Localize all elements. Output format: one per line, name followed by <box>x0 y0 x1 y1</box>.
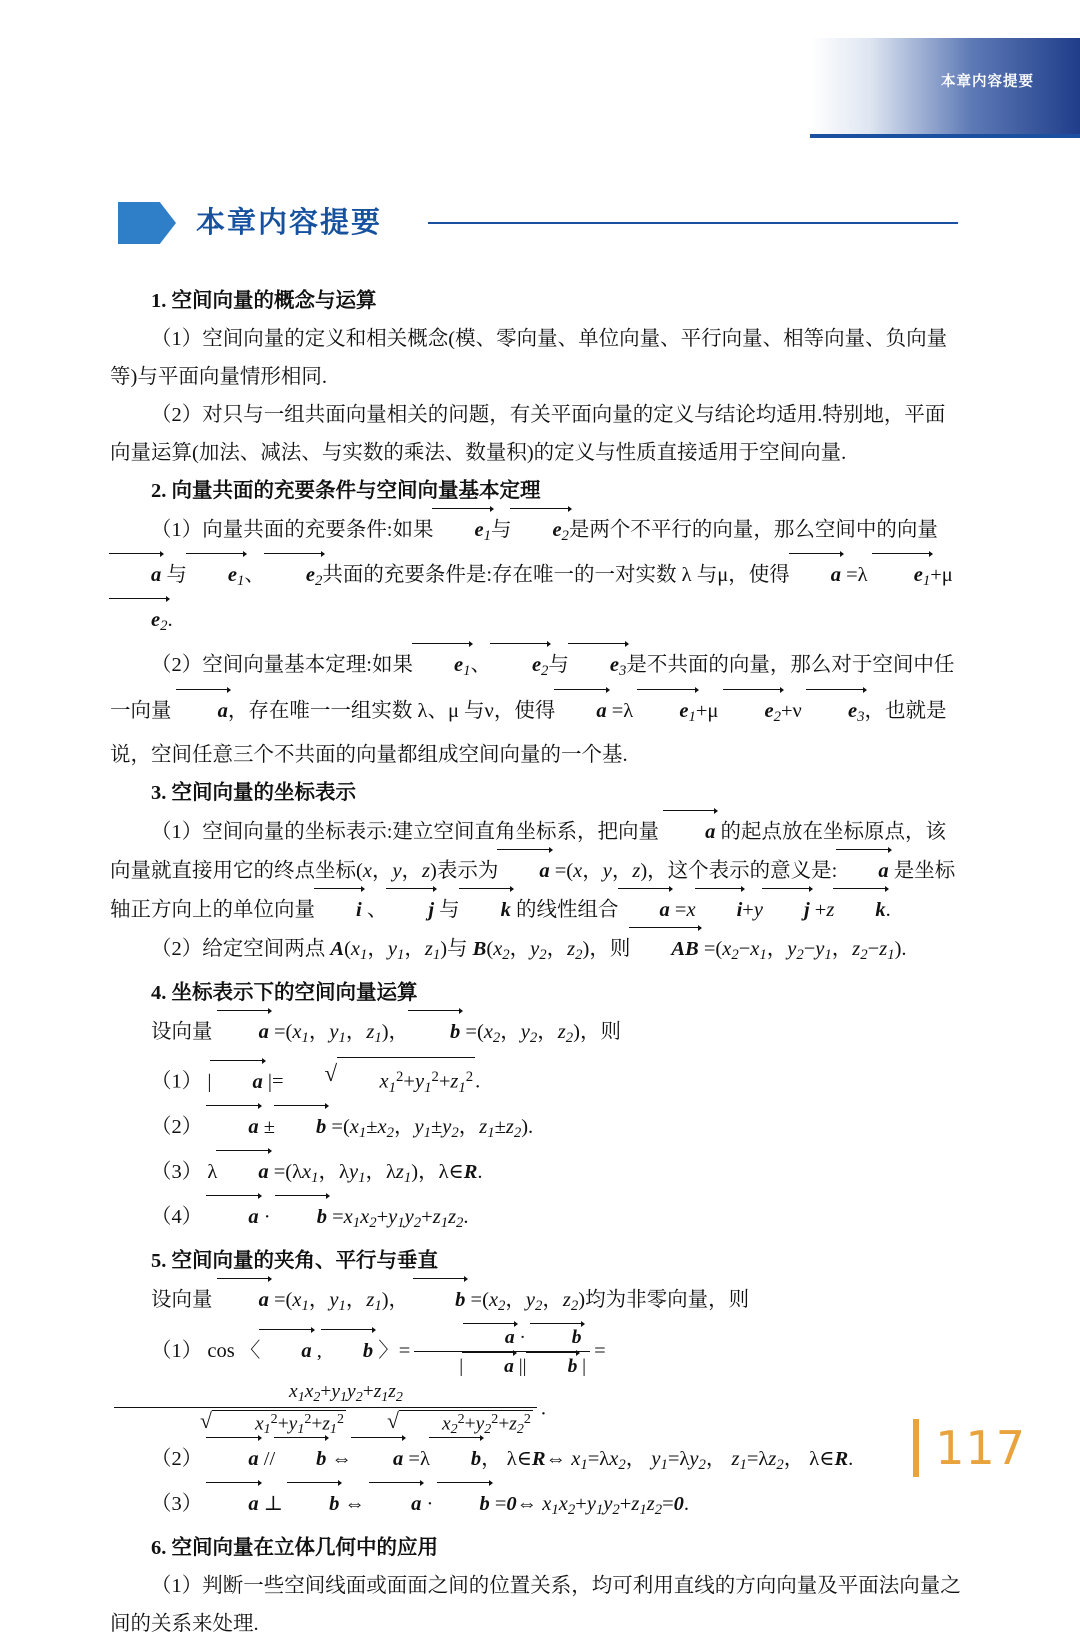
formula-4-4: （4） $a \cdot b =x_1x_2+y_1y_2+z_1z_2$. <box>110 1197 962 1242</box>
paragraph-6-1: （1）判断一些空间线面或面面之间的位置关系，均可利用直线的方向向量及平面法向量之间的关系来处理. <box>110 1575 961 1636</box>
heading-3: 3. 空间向量的坐标表示 <box>151 781 356 804</box>
formula-4-2: （2） $a \pm b =(x_1\pm x_2$，$y_1\pm y_2$，$z_1\pm z_2$). <box>110 1107 962 1152</box>
running-header <box>810 38 1080 138</box>
page-number: 117 <box>935 1421 1026 1475</box>
paragraph-2-1: （1）向量共面的充要条件:如果 $e_1$与 $e_2$是两个不平行的向量，那么空间中的向量 a 与 $e_1$、 $e_2$共面的充要条件是:存在唯一的一对实数 λ 与μ，使得 a =λ $e_1+\mu$ $e_2$. <box>110 510 962 645</box>
section-title-band <box>118 196 958 252</box>
paragraph-3-2: （2）给定空间两点 $A(x_1$，$y_1$，$z_1$)与 $B(x_2$，$y_2$，$z_2$)，则 AB $=(x_2-x_1$，$y_2-y_1$，$z_2-z_1$). <box>110 929 962 974</box>
title-divider <box>428 222 958 224</box>
heading-2: 2. 向量共面的充要条件与空间向量基本定理 <box>151 480 541 502</box>
formula-5-3: （3） a ⊥ b ⇔ a · b =0⇔ $x_1x_2+y_1y_2+z_1z_2=0$. <box>110 1484 962 1529</box>
formula-4-1: （1） | a |= √ $x_1^2+y_1^2+z_1^2$. <box>110 1057 962 1107</box>
page-folio <box>913 1419 1026 1477</box>
paragraph-3-1: （1）空间向量的坐标表示:建立空间直角坐标系，把向量 a 的起点放在坐标原点，该向量就直接用它的终点坐标(x，y，z)表示为 a =(x，y，z)，这个表示的意义是: a 是坐标轴正方向上的单位向量 i 、 j 与 k 的线性组合 a =x i+y j +z k. <box>110 812 962 929</box>
document-body <box>110 282 962 1643</box>
running-header-text: 本章内容提要 <box>941 74 1034 90</box>
heading-6: 6. 空间向量在立体几何中的应用 <box>151 1537 438 1560</box>
formula-4-3: （3） λ $a =(\lambda x_1$，$\lambda y_1$，$\lambda z_1$)，λ∈R. <box>110 1152 962 1197</box>
page-title: 本章内容提要 <box>196 205 383 239</box>
paragraph-4-setup: 设向量 $a =(x_1$，$y_1$，$z_1$)， $b =(x_2$，$y_2$，$z_2$)，则 <box>110 1012 962 1057</box>
arrow-marker-icon <box>118 202 176 244</box>
paragraph-1-1: （1）空间向量的定义和相关概念(模、零向量、单位向量、平行向量、相等向量、负向量等)与平面向量情形相同. <box>110 328 948 388</box>
paragraph-1-2: （2）对只与一组共面向量相关的问题，有关平面向量的定义与结论均适用.特别地，平面向量运算(加法、减法、与实数的乘法、数量积)的定义与性质直接适用于空间向量. <box>110 404 946 464</box>
paragraph-5-setup: 设向量 $a =(x_1$，$y_1$，$z_1$)， $b =(x_2$，$y_2$，$z_2$)均为非零向量，则 <box>110 1280 962 1325</box>
heading-4: 4. 坐标表示下的空间向量运算 <box>151 981 418 1004</box>
formula-5-2: （2） a // b ⇔ a =λ b， λ∈R⇔ $x_1=\lambda x_2$， $y_1=\lambda y_2$， $z_1=\lambda z_2$， λ∈R. <box>110 1439 962 1484</box>
heading-1: 1. 空间向量的概念与运算 <box>151 290 377 312</box>
folio-rule <box>913 1419 919 1477</box>
running-header-rule <box>810 134 1080 138</box>
formula-5-1: （1） cos 〈 a , b 〉= $\frac{a \cdot b}{| a || b |}$ = $x_1x_2+y_1y_2+z_1z_2$ √ $x_1^2+y_1^2+z_1^2$ √ $x_2^2+y_2^2+z_2^2$ . <box>110 1325 962 1439</box>
paragraph-2-2: （2）空间向量基本定理:如果 $e_1$、 $e_2$与 $e_3$是不共面的向量，那么对于空间中任一向量 a，存在唯一一组实数 λ、μ 与ν，使得 a =λ $e_1+\mu$ $e_2+\nu$ $e_3$，也就是说，空间任意三个不共面的向量都组成空间向量的一个基. <box>110 645 962 773</box>
heading-5: 5. 空间向量的夹角、平行与垂直 <box>151 1250 438 1273</box>
